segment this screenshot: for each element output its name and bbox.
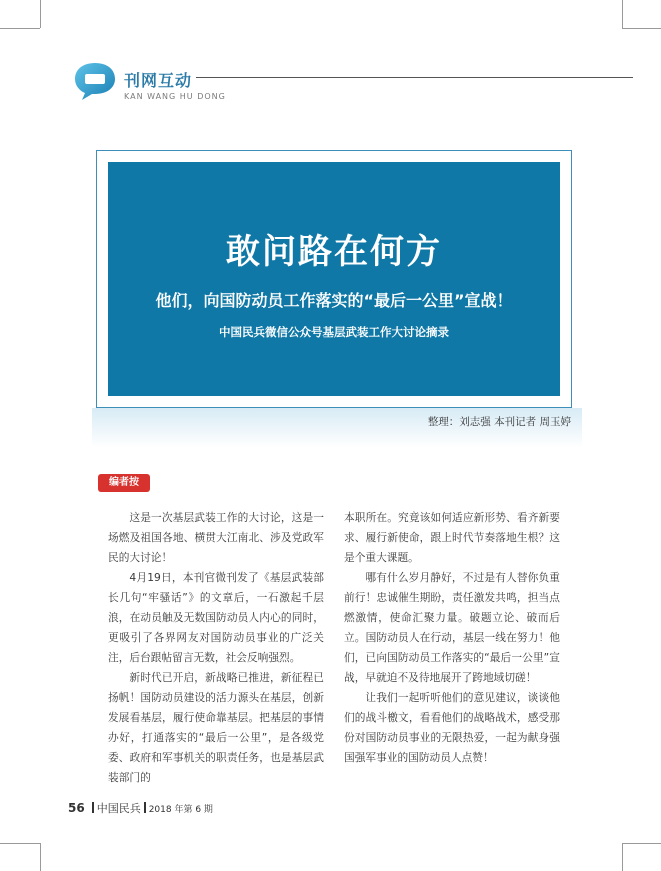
page-footer <box>68 800 213 816</box>
section-subtitle: KAN WANG HU DONG <box>124 92 226 101</box>
crop-mark <box>622 843 623 871</box>
body-column-left <box>108 508 324 788</box>
title-banner <box>108 162 560 396</box>
chat-bubble-icon <box>72 60 118 102</box>
byline: 整理：刘志强 本刊记者 周玉婷 <box>427 416 571 428</box>
footer-divider <box>92 802 94 813</box>
article-tagline: 中国民兵微信公众号基层武装工作大讨论摘录 <box>219 325 449 339</box>
paragraph: 哪有什么岁月静好，不过是有人替你负重前行！忠诚催生期盼，责任激发共鸣，担当点燃激情，使命汇聚力量。破题立论、破而后立。国防动员人在行动，基层一线在努力！他们，已向国防动员工作落实的“最后一公里”宣战，早就迫不及待地展开了跨地域切磋！ <box>344 571 560 684</box>
body-column-right <box>344 508 560 768</box>
section-title: 刊网互动 <box>124 71 193 90</box>
paragraph: 这是一次基层武装工作的大讨论，这是一场燃及祖国各地、横贯大江南北、涉及党政军民的大讨论！ <box>108 511 324 564</box>
crop-mark <box>622 843 661 844</box>
crop-mark <box>0 28 40 29</box>
paragraph: 让我们一起听听他们的意见建议，谈谈他们的战斗檄文，看看他们的战略战术，感受那份对国防动员事业的无限热爱，一起为献身强国强军事业的国防动员人点赞！ <box>344 691 560 764</box>
article-title: 敢问路在何方 <box>226 232 442 272</box>
paragraph: 4月19日，本刊官微刊发了《基层武装部长几句“牢骚话”》的文章后，一石激起千层浪，在动员触及无数国防动员人内心的同时，更吸引了各界网友对国防动员事业的广泛关注，后台跟帖留言无数，社会反响强烈。 <box>108 571 324 664</box>
magazine-name: 中国民兵 <box>96 802 141 815</box>
editor-note-badge: 编者按 <box>98 474 150 492</box>
issue-number: 2018 年第 6 期 <box>148 805 213 815</box>
paragraph: 新时代已开启，新战略已推进，新征程已扬帆！国防动员建设的活力源头在基层，创新发展看基层，履行使命靠基层。把基层的事情办好，打通落实的“最后一公里”，是各级党委、政府和军事机关的职责任务，也是基层武装部门的 <box>108 671 324 784</box>
paragraph-continued: 本职所在。究竟该如何适应新形势、看齐新要求、履行新使命，跟上时代节奏落地生根？这是个重大课题。 <box>344 511 560 564</box>
article-subtitle: 他们，向国防动员工作落实的“最后一公里”宣战！ <box>155 291 513 310</box>
header-rule <box>196 77 633 78</box>
crop-mark <box>0 843 40 844</box>
footer-divider <box>144 802 146 813</box>
crop-mark <box>622 28 661 29</box>
page-number: 56 <box>68 801 85 815</box>
crop-mark <box>40 0 41 28</box>
crop-mark <box>40 843 41 871</box>
crop-mark <box>622 0 623 28</box>
